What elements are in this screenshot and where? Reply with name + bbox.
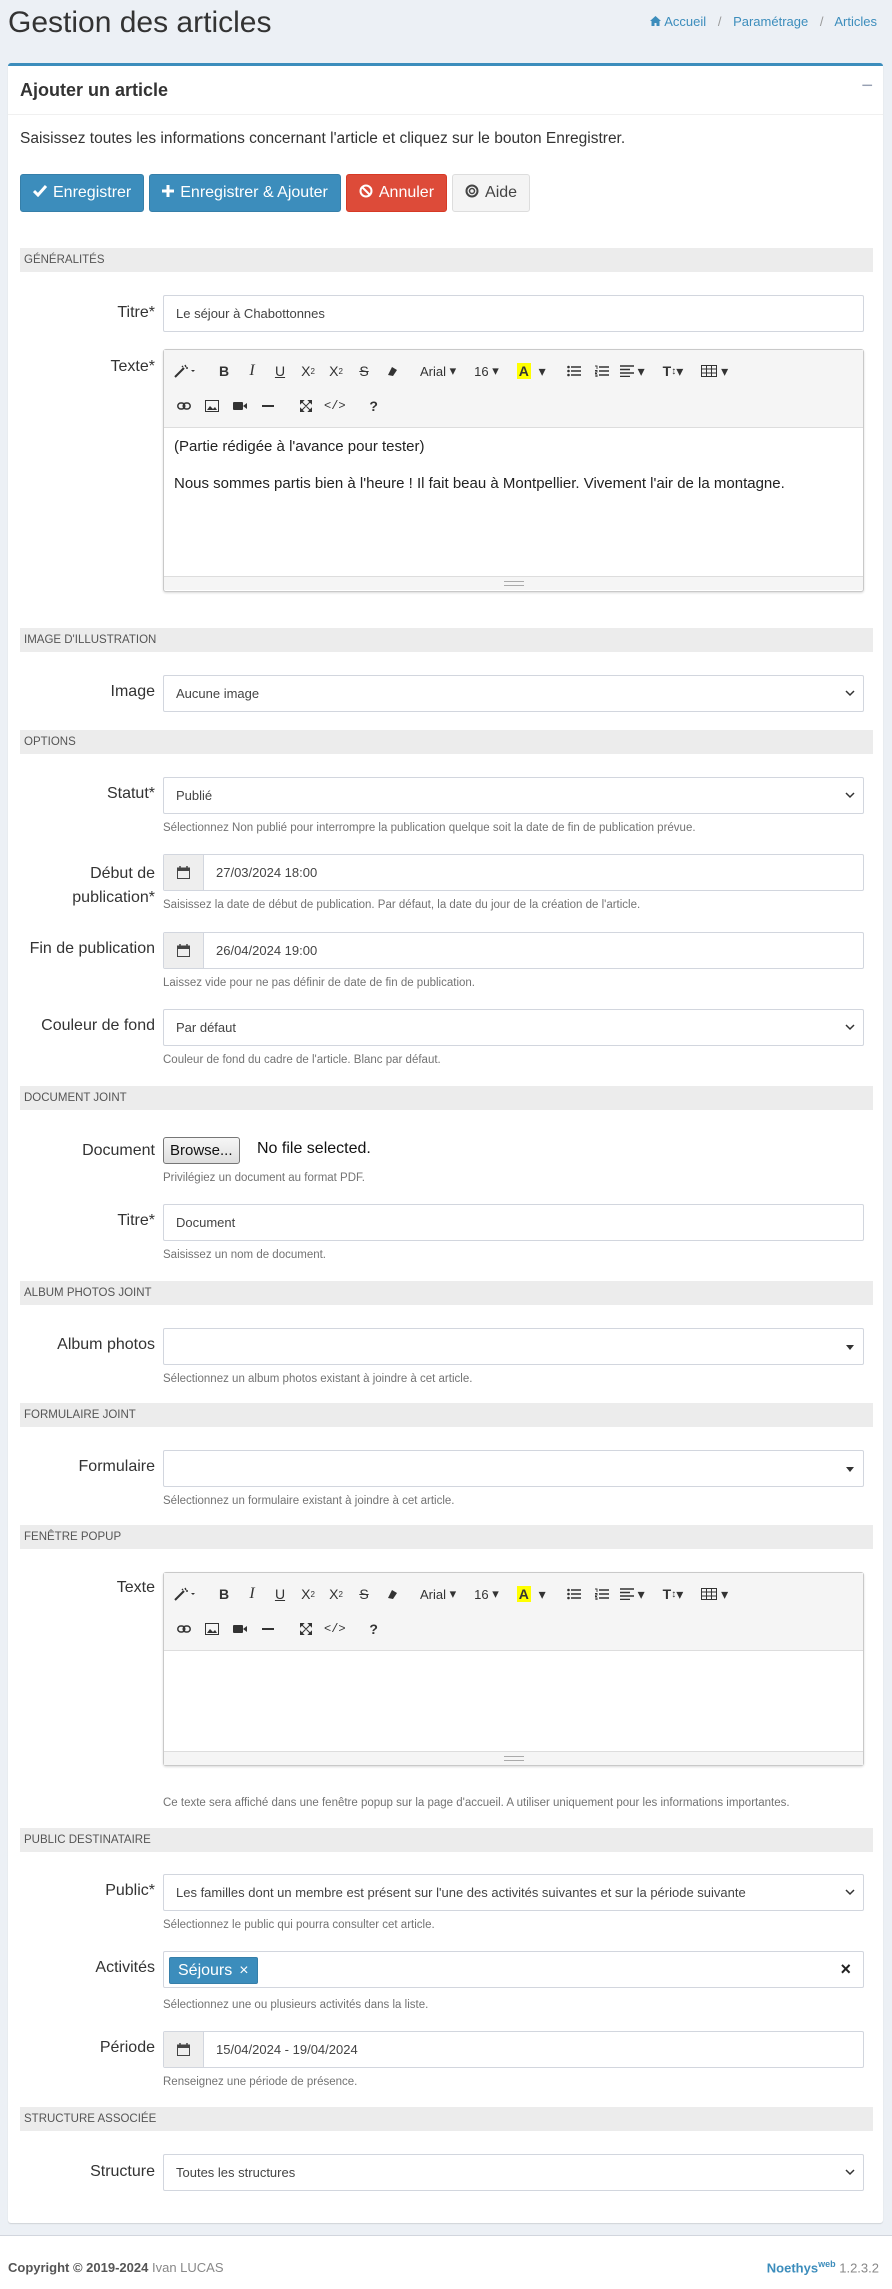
collapse-button[interactable]: − [861, 75, 873, 97]
section-audience: PUBLIC DESTINATAIRE [20, 1828, 873, 1852]
document-label: Document [82, 1142, 155, 1159]
horizontal-rule-icon[interactable] [254, 392, 282, 420]
section-document: DOCUMENT JOINT [20, 1086, 873, 1110]
image-select[interactable]: Aucune image [163, 675, 864, 712]
subscript-icon[interactable]: X 2 [329, 363, 343, 379]
copyright: Copyright © 2019-2024 Ivan LUCAS [8, 2260, 224, 2275]
save-and-add-button[interactable]: Enregistrer & Ajouter [149, 174, 341, 212]
activities-multiselect[interactable] [163, 1951, 864, 1988]
end-date-help: Laissez vide pour ne pas définir de date de fin de publication. [163, 977, 475, 989]
align-dropdown-icon[interactable]: ▾ [616, 357, 649, 385]
image-icon[interactable] [198, 392, 226, 420]
action-buttons [20, 174, 530, 212]
remove-tag-icon[interactable]: × [239, 1961, 249, 1979]
status-select[interactable]: Publié [163, 777, 864, 814]
status-label: Statut* [106, 785, 155, 802]
article-form-box [8, 63, 883, 2223]
calendar-icon [164, 855, 204, 890]
form-select[interactable] [163, 1450, 864, 1487]
help-question-icon[interactable]: ? [369, 398, 378, 414]
editor-toolbar [164, 1573, 863, 1651]
section-structure: STRUCTURE ASSOCIÉE [20, 2107, 873, 2131]
highlight-color-icon[interactable]: A ▾ [518, 1585, 546, 1602]
ban-icon [359, 184, 373, 203]
browse-button[interactable]: Browse... [163, 1137, 240, 1164]
editor-resize-handle[interactable] [164, 576, 863, 590]
font-size-dropdown[interactable]: 16 ▾ [474, 363, 499, 379]
background-color-label: Couleur de fond [41, 1017, 155, 1034]
video-icon[interactable] [226, 392, 254, 420]
section-form: FORMULAIRE JOINT [20, 1403, 873, 1427]
bold-icon[interactable]: B [218, 363, 230, 379]
bullet-list-icon[interactable] [560, 1580, 588, 1608]
status-help: Sélectionnez Non publié pour interrompre la publication quelque soit la date de fin de publication prévue. [163, 822, 696, 834]
breadcrumb: Accueil / Paramétrage / Articles [650, 14, 877, 29]
table-icon[interactable]: ▾ [697, 357, 732, 385]
editor-toolbar [164, 350, 863, 428]
footer [0, 2235, 892, 2289]
plus-icon [162, 184, 174, 202]
video-icon[interactable] [226, 1615, 254, 1643]
box-title: Ajouter un article [20, 80, 169, 100]
popup-text-label: Texte [116, 1579, 155, 1596]
brand: Noethys$^{web}$ 1.2.3.2 [766, 2259, 879, 2276]
calendar-icon [164, 2032, 204, 2067]
link-icon[interactable] [170, 392, 198, 420]
end-date-label: Fin de publication [29, 940, 155, 957]
editor-content[interactable]: (Partie rédigée à l'avance pour tester) Nous sommes partis bien à l'heure ! Il fait beau à Montpellier. Vivement l'air de la montagne. [174, 438, 785, 492]
start-date-help: Saisissez la date de début de publication. Par défaut, la date du jour de la création de l'article. [163, 899, 641, 911]
numbered-list-icon[interactable] [588, 357, 616, 385]
period-label: Période [99, 2039, 155, 2056]
title-input[interactable]: Le séjour à Chabottonnes [163, 295, 864, 332]
caret-down-icon [845, 1342, 855, 1352]
strikethrough-icon[interactable]: S [359, 1586, 369, 1602]
align-dropdown-icon[interactable]: ▾ [616, 1580, 649, 1608]
superscript-icon[interactable]: X 2 [301, 1586, 315, 1602]
magic-icon[interactable] [170, 1580, 200, 1608]
code-view-icon[interactable]: </> [324, 1622, 346, 1636]
code-view-icon[interactable]: </> [324, 399, 346, 413]
underline-icon[interactable]: U [274, 363, 286, 379]
bold-icon[interactable]: B [218, 1586, 230, 1602]
save-button[interactable]: Enregistrer [20, 174, 144, 212]
line-height-icon[interactable]: T ↕ ▾ [662, 1585, 684, 1602]
section-general: GÉNÉRALITÉS [20, 248, 873, 272]
fullscreen-icon[interactable] [292, 1615, 320, 1643]
album-select[interactable] [163, 1328, 864, 1365]
popup-help: Ce texte sera affiché dans une fenêtre popup sur la page d'accueil. A utiliser uniquement pour les informations importantes. [163, 1797, 790, 1809]
home-icon [650, 14, 664, 29]
end-date-input[interactable]: 26/04/2024 19:00 [163, 932, 864, 969]
section-image: IMAGE D'ILLUSTRATION [20, 628, 873, 652]
start-date-input[interactable]: 27/03/2024 18:00 [163, 854, 864, 891]
editor-resize-handle[interactable] [164, 1751, 863, 1765]
activities-help: Sélectionnez une ou plusieurs activités dans la liste. [163, 1999, 429, 2011]
chevron-down-icon [845, 790, 855, 800]
line-height-icon[interactable]: T ↕ ▾ [662, 362, 684, 379]
document-title-input[interactable]: Document [163, 1204, 864, 1241]
form-help: Sélectionnez un formulaire existant à joindre à cet article. [163, 1495, 455, 1507]
background-color-select[interactable]: Par défaut [163, 1009, 864, 1046]
italic-icon[interactable]: I [249, 362, 255, 379]
text-editor[interactable] [163, 349, 864, 592]
font-family-dropdown[interactable]: Arial ▾ [420, 363, 457, 379]
document-title-help: Saisissez un nom de document. [163, 1249, 327, 1261]
document-help: Privilégiez un document au format PDF. [163, 1172, 365, 1184]
public-select[interactable]: Les familles dont un membre est présent sur l'une des activités suivantes et sur la période suivante [163, 1874, 864, 1911]
chevron-down-icon [845, 1887, 855, 1897]
album-help: Sélectionnez un album photos existant à joindre à cet article. [163, 1373, 473, 1385]
superscript-icon[interactable]: X 2 [301, 363, 315, 379]
image-label: Image [110, 683, 155, 700]
cancel-button[interactable]: Annuler [346, 174, 447, 212]
caret-down-icon [845, 1464, 855, 1474]
structure-label: Structure [90, 2163, 155, 2180]
table-icon[interactable]: ▾ [697, 1580, 732, 1608]
activity-tag[interactable]: Séjours × [169, 1957, 258, 1984]
structure-select[interactable]: Toutes les structures [163, 2154, 864, 2191]
font-family-dropdown[interactable]: Arial ▾ [420, 1586, 457, 1602]
chevron-down-icon [845, 2167, 855, 2177]
background-color-help: Couleur de fond du cadre de l'article. Blanc par défaut. [163, 1054, 441, 1066]
link-icon[interactable] [170, 1615, 198, 1643]
section-popup: FENÊTRE POPUP [20, 1525, 873, 1549]
eraser-icon[interactable] [378, 1580, 406, 1608]
title-label: Titre* [117, 304, 155, 321]
content-header [0, 0, 892, 62]
public-help: Sélectionnez le public qui pourra consulter cet article. [163, 1919, 435, 1931]
life-ring-icon [465, 184, 479, 203]
page-title: Gestion des articles [8, 6, 272, 39]
breadcrumb-settings[interactable]: Paramétrage [733, 14, 809, 29]
italic-icon[interactable]: I [249, 1585, 255, 1602]
intro-text: Saisissez toutes les informations concernant l'article et cliquez sur le bouton Enregistrer. [20, 130, 626, 147]
calendar-icon [164, 933, 204, 968]
fullscreen-icon[interactable] [292, 392, 320, 420]
bullet-list-icon[interactable] [560, 357, 588, 385]
horizontal-rule-icon[interactable] [254, 1615, 282, 1643]
numbered-list-icon[interactable] [588, 1580, 616, 1608]
eraser-icon[interactable] [378, 357, 406, 385]
form-label: Formulaire [78, 1458, 155, 1475]
editor-content[interactable] [164, 1651, 863, 1751]
highlight-color-icon[interactable]: A ▾ [518, 362, 546, 379]
clear-icon[interactable]: × [840, 1959, 851, 1979]
box-header [8, 66, 883, 115]
period-input[interactable]: 15/04/2024 - 19/04/2024 [163, 2031, 864, 2068]
album-label: Album photos [57, 1336, 155, 1353]
document-title-label: Titre* [117, 1212, 155, 1229]
section-album: ALBUM PHOTOS JOINT [20, 1281, 873, 1305]
section-options: OPTIONS [20, 730, 873, 754]
magic-icon[interactable] [170, 357, 200, 385]
period-help: Renseignez une période de présence. [163, 2076, 358, 2088]
activities-label: Activités [95, 1959, 155, 1976]
underline-icon[interactable]: U [274, 1586, 286, 1602]
breadcrumb-articles[interactable]: Articles [834, 14, 877, 29]
popup-editor[interactable] [163, 1572, 864, 1766]
image-icon[interactable] [198, 1615, 226, 1643]
help-button[interactable]: Aide [452, 174, 530, 212]
start-date-label: Début de publication* [72, 865, 155, 906]
breadcrumb-home[interactable]: Accueil [650, 14, 706, 29]
public-label: Public* [105, 1882, 155, 1899]
chevron-down-icon [845, 688, 855, 698]
no-file-text: No file selected. [257, 1140, 371, 1157]
text-label: Texte* [110, 358, 155, 375]
chevron-down-icon [845, 1022, 855, 1032]
subscript-icon[interactable]: X 2 [329, 1586, 343, 1602]
check-icon [33, 184, 47, 202]
strikethrough-icon[interactable]: S [359, 363, 369, 379]
help-question-icon[interactable]: ? [369, 1621, 378, 1637]
font-size-dropdown[interactable]: 16 ▾ [474, 1586, 499, 1602]
